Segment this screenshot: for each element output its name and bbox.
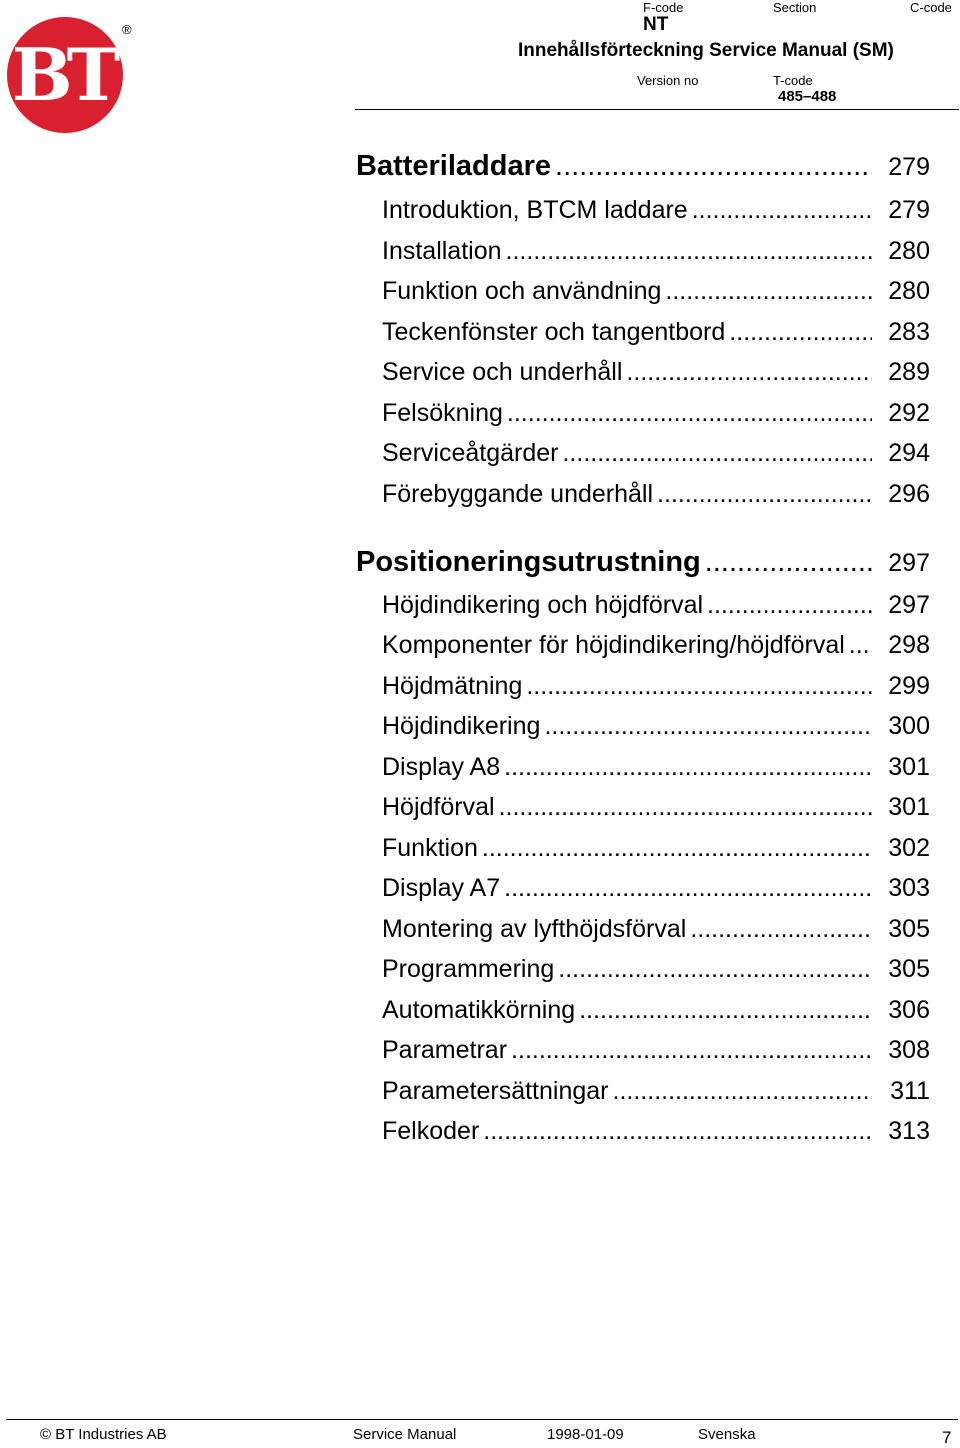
toc-entry [382, 996, 930, 1025]
toc-entry-page: 297 [888, 549, 930, 577]
toc-entry [382, 439, 930, 468]
fcode-value: NT [643, 14, 669, 35]
toc-entry-label: Batteriladdare [356, 150, 552, 182]
toc-leader [526, 672, 872, 701]
toc-entry [382, 591, 930, 620]
toc-entry [382, 1036, 930, 1065]
toc-entry-label: Förebyggande underhåll [382, 480, 654, 508]
document-title: Innehållsförteckning Service Manual (SM) [518, 40, 894, 61]
toc-entry-label: Funktion [382, 834, 478, 862]
toc-leader [507, 399, 872, 428]
toc-entry-label: Display A8 [382, 753, 501, 781]
toc-entry-page: 297 [888, 591, 930, 619]
footer-language: Svenska [698, 1426, 756, 1443]
toc-entry [382, 955, 930, 984]
toc-entry [382, 915, 930, 944]
toc-entry-label: Funktion och användning [382, 277, 662, 305]
toc-entry-page: 299 [888, 672, 930, 700]
toc-entry-page: 301 [888, 753, 930, 781]
toc-entry [382, 793, 930, 822]
footer-manual: Service Manual [353, 1426, 457, 1443]
toc-entry [382, 753, 930, 782]
footer-date: 1998-01-09 [547, 1426, 624, 1443]
header-rule [355, 109, 959, 110]
toc-entry [382, 1077, 930, 1106]
toc-leader [613, 1077, 872, 1106]
footer-rule [6, 1419, 958, 1420]
toc-leader [555, 150, 872, 183]
version-label: Version no [637, 73, 699, 88]
toc-leader [558, 955, 872, 984]
toc-entry-label: Montering av lyfthöjdsförval [382, 915, 687, 943]
toc-entry-page: 302 [888, 834, 930, 862]
ccode-label: C-code [910, 0, 952, 15]
toc-leader [504, 753, 872, 782]
toc-entry-label: Positioneringsutrustning [356, 546, 701, 578]
toc-entry [382, 834, 930, 863]
toc-entry-label: Programmering [382, 955, 555, 983]
toc-entry-page: 289 [888, 358, 930, 386]
section-label: Section [773, 0, 817, 15]
toc-entry [382, 631, 930, 660]
toc-entry-page: 279 [888, 196, 930, 224]
toc-entry-label: Felkoder [382, 1117, 480, 1145]
toc-leader [707, 591, 872, 620]
toc-entry-label: Höjdindikering [382, 712, 541, 740]
toc-entry-label: Service och underhåll [382, 358, 623, 386]
toc-entry-page: 303 [888, 874, 930, 902]
toc-leader [626, 358, 872, 387]
toc-entry-page: 305 [888, 955, 930, 983]
toc-entry [382, 318, 930, 347]
toc-entry-page: 283 [888, 318, 930, 346]
toc-entry-page: 308 [888, 1036, 930, 1064]
toc-entry [356, 150, 930, 183]
toc-entry-page: 311 [890, 1077, 930, 1105]
toc-entry-label: Automatikkörning [382, 996, 576, 1024]
bt-logo [6, 16, 124, 134]
toc-entry-page: 292 [888, 399, 930, 427]
toc-entry-page: 300 [888, 712, 930, 740]
toc-entry [382, 672, 930, 701]
toc-leader [729, 318, 872, 347]
toc-leader [499, 793, 872, 822]
toc-leader [657, 480, 872, 509]
toc-entry [382, 1117, 930, 1146]
toc-entry [382, 874, 930, 903]
toc-entry-label: Höjdmätning [382, 672, 523, 700]
toc-entry-label: Serviceåtgärder [382, 439, 559, 467]
toc-entry-label: Parametrar [382, 1036, 508, 1064]
fcode-label: F-code [643, 0, 684, 15]
toc-leader [579, 996, 872, 1025]
toc-leader [506, 237, 872, 266]
toc-entry-label: Installation [382, 237, 502, 265]
toc-entry [382, 277, 930, 306]
toc-entry [382, 399, 930, 428]
toc-entry-page: 279 [888, 153, 930, 181]
toc-entry-page: 280 [888, 277, 930, 305]
toc-leader [482, 834, 872, 863]
toc-entry-page: 298 [888, 631, 930, 659]
toc-leader [665, 277, 872, 306]
toc-entry-label: Höjdindikering och höjdförval [382, 591, 704, 619]
toc-leader [690, 915, 872, 944]
toc-entry-page: 305 [888, 915, 930, 943]
toc-entry-label: Teckenfönster och tangentbord [382, 318, 726, 346]
tcode-label: T-code [773, 73, 813, 88]
toc-entry-label: Parametersättningar [382, 1077, 609, 1105]
toc-entry [382, 358, 930, 387]
toc-entry-page: 313 [888, 1117, 930, 1145]
toc-entry [356, 546, 930, 579]
toc-entry [382, 196, 930, 225]
toc-entry-label: Komponenter för höjdindikering/höjdförval [382, 631, 845, 659]
toc-entry [382, 480, 930, 509]
toc-leader [511, 1036, 872, 1065]
toc-leader [849, 631, 872, 660]
toc-leader [504, 874, 872, 903]
toc-leader [483, 1117, 872, 1146]
toc-entry [382, 237, 930, 266]
footer-copyright: © BT Industries AB [40, 1426, 167, 1443]
toc-entry [382, 712, 930, 741]
toc-leader [562, 439, 872, 468]
toc-entry-page: 296 [888, 480, 930, 508]
toc-leader [544, 712, 872, 741]
toc-entry-label: Display A7 [382, 874, 501, 902]
toc-entry-page: 294 [888, 439, 930, 467]
toc-entry-page: 306 [888, 996, 930, 1024]
registered-mark: ® [122, 22, 132, 37]
toc-entry-page: 301 [888, 793, 930, 821]
tcode-value: 485–488 [778, 88, 837, 105]
toc-entry-page: 280 [888, 237, 930, 265]
toc-entry-label: Felsökning [382, 399, 503, 427]
toc-entry-label: Introduktion, BTCM laddare [382, 196, 688, 224]
toc-entry-label: Höjdförval [382, 793, 495, 821]
toc-leader [705, 546, 872, 579]
toc-leader [692, 196, 872, 225]
footer-page-number: 7 [942, 1428, 952, 1447]
logo-text: BT [11, 32, 115, 117]
